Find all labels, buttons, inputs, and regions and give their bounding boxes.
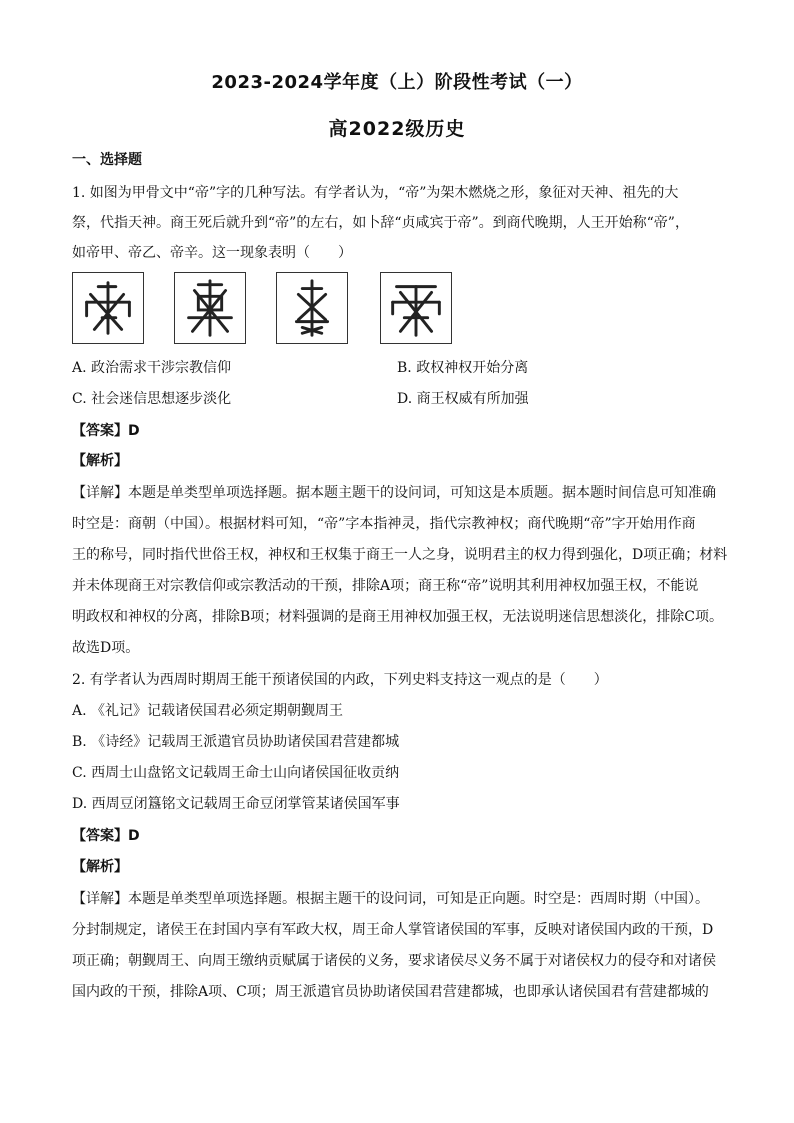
- q2-detail-line: 国内政的干预，排除A项、C项；周王派遣官员协助诸侯国君营建都城，也即承认诸侯国君有营建都城的: [72, 984, 709, 1000]
- q2-option-c: C. 西周士山盘铭文记载周王命士山向诸侯国征收贡纳: [72, 765, 400, 781]
- q2-detail-line: 【详解】本题是单类型单项选择题。根据主题干的设问词，可知是正向题。时空是：西周时期（中国）。: [72, 891, 709, 907]
- q2-option-d: D. 西周豆闭簋铭文记载周王命豆闭掌管某诸侯国军事: [72, 796, 400, 812]
- section-heading: 一、选择题: [72, 152, 142, 168]
- q1-detail-line: 故选D项。: [72, 640, 140, 656]
- q1-option-c: C. 社会迷信思想逐步淡化: [72, 391, 232, 407]
- q1-detail-line: 【详解】本题是单类型单项选择题。据本题主题干的设问词，可知这是本质题。据本题时间信息可知准确: [72, 485, 716, 501]
- q2-stem: 2. 有学者认为西周时期周王能干预诸侯国的内政，下列史料支持这一观点的是（ ）: [72, 672, 608, 688]
- exam-title: 2023-2024学年度（上）阶段性考试（一）: [211, 72, 583, 93]
- q1-detail-line: 明政权和神权的分离，排除B项；材料强调的是商王用神权加强王权，无法说明迷信思想淡化，排除C项。: [72, 609, 723, 625]
- q1-stem-line: 1. 如图为甲骨文中“帝”字的几种写法。有学者认为，“帝”为架木燃烧之形，象征对天神、祖先的大: [72, 185, 679, 201]
- q1-stem-line: 祭，代指天神。商王死后就升到“帝”的左右，如卜辞“贞咸宾于帝”。到商代晚期，人王开始称“帝”，: [72, 215, 689, 231]
- oracle-di-glyph-4-icon: [380, 272, 452, 344]
- q2-analysis-label: 【解析】: [72, 859, 128, 875]
- q1-analysis-label: 【解析】: [72, 453, 128, 469]
- q2-answer: 【答案】D: [72, 828, 140, 844]
- exam-subtitle: 高2022级历史: [328, 118, 466, 140]
- oracle-di-glyph-1-icon: [72, 272, 144, 344]
- q1-option-d: D. 商王权威有所加强: [397, 391, 529, 407]
- oracle-di-glyph-3-icon: [276, 272, 348, 344]
- q1-detail-line: 王的称号，同时指代世俗王权，神权和王权集于商王一人之身，说明君主的权力得到强化，D项正确；材料: [72, 547, 728, 563]
- oracle-di-glyph-2-icon: [174, 272, 246, 344]
- q1-option-b: B. 政权神权开始分离: [397, 360, 529, 376]
- q2-detail-line: 分封制规定，诸侯王在封国内享有军政大权，周王命人掌管诸侯国的军事，反映对诸侯国内政的干预，D: [72, 922, 714, 938]
- q2-option-a: A. 《礼记》记载诸侯国君必须定期朝觐周王: [72, 703, 344, 719]
- q1-stem-line: 如帝甲、帝乙、帝辛。这一现象表明（ ）: [72, 245, 352, 261]
- q2-detail-line: 项正确；朝觐周王、向周王缴纳贡赋属于诸侯的义务，要求诸侯尽义务不属于对诸侯权力的侵夺和对诸侯: [72, 953, 716, 969]
- q1-option-a: A. 政治需求干涉宗教信仰: [72, 360, 232, 376]
- q1-answer: 【答案】D: [72, 423, 140, 439]
- q1-detail-line: 并未体现商王对宗教信仰或宗教活动的干预，排除A项；商王称“帝”说明其利用神权加强王权，不能说: [72, 578, 699, 594]
- q2-option-b: B. 《诗经》记载周王派遣官员协助诸侯国君营建都城: [72, 734, 400, 750]
- q1-detail-line: 时空是：商朝（中国）。根据材料可知，“帝”字本指神灵，指代宗教神权；商代晚期“帝”字开始用作商: [72, 516, 696, 532]
